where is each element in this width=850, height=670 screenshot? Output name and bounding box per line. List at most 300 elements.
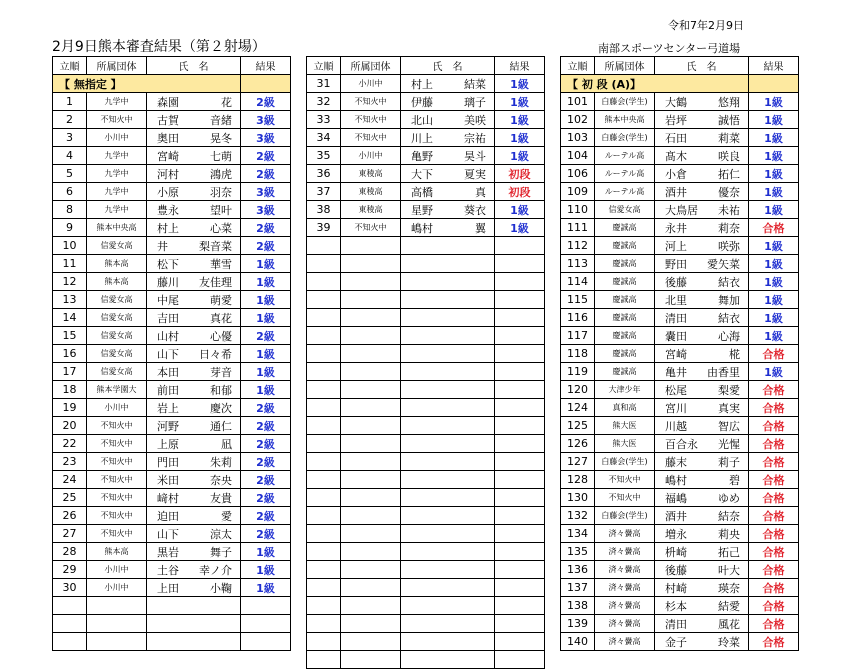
result: 3級: [241, 129, 291, 147]
result: 1級: [749, 327, 799, 345]
name-cell: [655, 597, 749, 615]
family-name: 大下: [411, 167, 433, 181]
organization: 信愛女高: [87, 363, 147, 381]
given-name: 幸ノ介: [199, 563, 232, 577]
order-number: 110: [561, 201, 595, 219]
organization: 九学中: [87, 201, 147, 219]
name-cell: [655, 201, 749, 219]
family-name: 松尾: [665, 383, 687, 397]
result: 1級: [241, 291, 291, 309]
name-cell: [655, 363, 749, 381]
empty-row: [307, 633, 545, 651]
table-row: [561, 273, 799, 291]
empty-row: [307, 651, 545, 669]
table-row: [53, 345, 291, 363]
family-name: 杉本: [665, 599, 687, 613]
family-name: 中尾: [157, 293, 179, 307]
name-cell: [147, 399, 241, 417]
given-name: 音緒: [210, 113, 232, 127]
name-cell: [655, 273, 749, 291]
table-row: [561, 291, 799, 309]
order-number: 9: [53, 219, 87, 237]
given-name: 瑛奈: [718, 581, 740, 595]
name-cell: [401, 147, 495, 165]
name-cell: [655, 399, 749, 417]
section-label: 【 初 段 (A)】: [561, 75, 749, 93]
family-name: 豊永: [157, 203, 179, 217]
family-name: 山村: [157, 329, 179, 343]
name-cell: [147, 579, 241, 597]
name-cell: [147, 111, 241, 129]
order-number: 112: [561, 237, 595, 255]
order-number: 117: [561, 327, 595, 345]
organization: 不知火中: [595, 489, 655, 507]
family-name: 﨑村: [157, 491, 179, 505]
given-name: 涼太: [210, 527, 232, 541]
organization: 小川中: [341, 75, 401, 93]
given-name: 望叶: [210, 203, 232, 217]
col-header-name: 氏 名: [401, 57, 495, 75]
family-name: 宮崎: [157, 149, 179, 163]
organization: 済々黌高: [595, 579, 655, 597]
given-name: 通仁: [210, 419, 232, 433]
result: 2級: [241, 147, 291, 165]
name-cell: [147, 543, 241, 561]
order-number: 33: [307, 111, 341, 129]
order-number: 115: [561, 291, 595, 309]
name-cell: [401, 93, 495, 111]
result: 1級: [749, 309, 799, 327]
order-number: 120: [561, 381, 595, 399]
given-name: 日々希: [199, 347, 232, 361]
order-number: 13: [53, 291, 87, 309]
result: 初段: [495, 165, 545, 183]
name-cell: [655, 129, 749, 147]
order-number: 140: [561, 633, 595, 651]
order-number: 4: [53, 147, 87, 165]
result: 2級: [241, 435, 291, 453]
given-name: 咲良: [718, 149, 740, 163]
given-name: 七萌: [210, 149, 232, 163]
name-cell: [655, 417, 749, 435]
name-cell: [655, 237, 749, 255]
table-row: [561, 111, 799, 129]
result: 合格: [749, 579, 799, 597]
given-name: 莉奈: [718, 221, 740, 235]
table-row: [307, 219, 545, 237]
family-name: 宮川: [665, 401, 687, 415]
result: 1級: [749, 255, 799, 273]
result: 1級: [495, 201, 545, 219]
result: 1級: [749, 111, 799, 129]
organization: 慶誠高: [595, 273, 655, 291]
result: 2級: [241, 399, 291, 417]
name-cell: [147, 507, 241, 525]
given-name: 和郁: [210, 383, 232, 397]
col-header-org: 所属団体: [341, 57, 401, 75]
given-name: 花: [221, 95, 232, 109]
result: 1級: [749, 363, 799, 381]
table-row: [53, 93, 291, 111]
result: 合格: [749, 345, 799, 363]
name-cell: [655, 309, 749, 327]
empty-row: [53, 633, 291, 651]
organization: 慶誠高: [595, 327, 655, 345]
given-name: 芽音: [210, 365, 232, 379]
given-name: 風花: [718, 617, 740, 631]
empty-row: [307, 489, 545, 507]
table-row: [53, 381, 291, 399]
name-cell: [655, 453, 749, 471]
order-number: 132: [561, 507, 595, 525]
organization: 熊本中央高: [595, 111, 655, 129]
given-name: 鴻虎: [210, 167, 232, 181]
name-cell: [655, 381, 749, 399]
section-row: [53, 75, 291, 93]
organization: ルーテル高: [595, 165, 655, 183]
organization: 不知火中: [595, 471, 655, 489]
given-name: 翼: [475, 221, 486, 235]
result: 1級: [749, 93, 799, 111]
given-name: 奈央: [210, 473, 232, 487]
organization: 不知火中: [87, 435, 147, 453]
given-name: 舞子: [210, 545, 232, 559]
given-name: 梨音菜: [199, 239, 232, 253]
name-cell: [147, 381, 241, 399]
result: 1級: [495, 129, 545, 147]
col-header-order: 立順: [53, 57, 87, 75]
result: 1級: [749, 201, 799, 219]
empty-row: [307, 525, 545, 543]
family-name: 本田: [157, 365, 179, 379]
organization: 小川中: [87, 399, 147, 417]
table-row: [53, 111, 291, 129]
empty-row: [307, 309, 545, 327]
order-number: 118: [561, 345, 595, 363]
family-name: 石田: [665, 131, 687, 145]
given-name: 未祐: [718, 203, 740, 217]
given-name: 莉子: [718, 455, 740, 469]
given-name: 友佳理: [199, 275, 232, 289]
order-number: 39: [307, 219, 341, 237]
empty-row: [307, 507, 545, 525]
name-cell: [401, 183, 495, 201]
given-name: 結奈: [718, 509, 740, 523]
table-row: [561, 237, 799, 255]
name-cell: [401, 75, 495, 93]
empty-row: [307, 345, 545, 363]
family-name: 河野: [157, 419, 179, 433]
organization: 不知火中: [87, 111, 147, 129]
name-cell: [147, 471, 241, 489]
empty-row: [307, 597, 545, 615]
order-number: 6: [53, 183, 87, 201]
result: 合格: [749, 435, 799, 453]
given-name: 莉央: [718, 527, 740, 541]
result: 1級: [749, 273, 799, 291]
result: 2級: [241, 525, 291, 543]
organization: 白藤会(学生): [595, 93, 655, 111]
given-name: 莉菜: [718, 131, 740, 145]
organization: 済々黌高: [595, 615, 655, 633]
name-cell: [147, 201, 241, 219]
section-filler: [749, 75, 799, 93]
page-title: 2月9日熊本審査結果（第２射場）: [52, 39, 266, 55]
result: 1級: [495, 111, 545, 129]
table-row: [53, 201, 291, 219]
table-row: [561, 345, 799, 363]
results-table-3: [560, 56, 799, 651]
result: 1級: [241, 255, 291, 273]
order-number: 124: [561, 399, 595, 417]
result: 2級: [241, 93, 291, 111]
results-table-1: [52, 56, 291, 651]
organization: 不知火中: [87, 453, 147, 471]
col-header-name: 氏 名: [147, 57, 241, 75]
col-header-name: 氏 名: [655, 57, 749, 75]
result: 合格: [749, 543, 799, 561]
table-row: [561, 129, 799, 147]
order-number: 28: [53, 543, 87, 561]
organization: 慶誠高: [595, 219, 655, 237]
table-row: [53, 273, 291, 291]
empty-row: [307, 615, 545, 633]
section-row: [561, 75, 799, 93]
table-row: [561, 435, 799, 453]
order-number: 101: [561, 93, 595, 111]
name-cell: [147, 291, 241, 309]
given-name: 智広: [718, 419, 740, 433]
table-row: [307, 129, 545, 147]
organization: 慶誠高: [595, 255, 655, 273]
table-row: [53, 435, 291, 453]
given-name: 結愛: [718, 599, 740, 613]
family-name: 小原: [157, 185, 179, 199]
name-cell: [655, 615, 749, 633]
organization: 済々黌高: [595, 561, 655, 579]
given-name: 玲菜: [718, 635, 740, 649]
table-row: [307, 165, 545, 183]
family-name: 高橋: [411, 185, 433, 199]
given-name: 光惺: [718, 437, 740, 451]
organization: 熊本高: [87, 543, 147, 561]
order-number: 20: [53, 417, 87, 435]
family-name: 川上: [411, 131, 433, 145]
empty-row: [307, 327, 545, 345]
family-name: 藤川: [157, 275, 179, 289]
section-label: 【 無指定 】: [53, 75, 241, 93]
given-name: ゆめ: [718, 491, 740, 505]
given-name: 小鞠: [210, 581, 232, 595]
family-name: 米田: [157, 473, 179, 487]
order-number: 26: [53, 507, 87, 525]
name-cell: [147, 165, 241, 183]
organization: 慶誠高: [595, 345, 655, 363]
table-row: [561, 507, 799, 525]
family-name: 村崎: [665, 581, 687, 595]
result: 合格: [749, 417, 799, 435]
family-name: 川越: [665, 419, 687, 433]
table-row: [561, 147, 799, 165]
family-name: 松下: [157, 257, 179, 271]
table-row: [561, 417, 799, 435]
organization: 信愛女高: [87, 327, 147, 345]
result: 1級: [241, 273, 291, 291]
given-name: 萌愛: [210, 293, 232, 307]
col-header-org: 所属団体: [87, 57, 147, 75]
order-number: 30: [53, 579, 87, 597]
result: 合格: [749, 381, 799, 399]
table-row: [53, 255, 291, 273]
family-name: 清田: [665, 311, 687, 325]
order-number: 130: [561, 489, 595, 507]
family-name: 亀井: [665, 365, 687, 379]
result: 1級: [749, 291, 799, 309]
given-name: 愛: [221, 509, 232, 523]
given-name: 結衣: [718, 275, 740, 289]
name-cell: [147, 219, 241, 237]
order-number: 113: [561, 255, 595, 273]
organization: 九学中: [87, 93, 147, 111]
table-row: [307, 93, 545, 111]
given-name: 拓仁: [718, 167, 740, 181]
name-cell: [655, 489, 749, 507]
organization: 不知火中: [87, 471, 147, 489]
given-name: 碧: [729, 473, 740, 487]
family-name: 吉田: [157, 311, 179, 325]
order-number: 116: [561, 309, 595, 327]
col-header-result: 結果: [495, 57, 545, 75]
family-name: 上原: [157, 437, 179, 451]
order-number: 14: [53, 309, 87, 327]
order-number: 119: [561, 363, 595, 381]
col-header-result: 結果: [749, 57, 799, 75]
family-name: 後藤: [665, 275, 687, 289]
given-name: 椛: [729, 347, 740, 361]
result: 合格: [749, 489, 799, 507]
table-row: [561, 201, 799, 219]
organization: 小川中: [87, 129, 147, 147]
table-row: [561, 543, 799, 561]
family-name: 前田: [157, 383, 179, 397]
order-number: 25: [53, 489, 87, 507]
family-name: 森園: [157, 95, 179, 109]
name-cell: [147, 453, 241, 471]
table-row: [53, 471, 291, 489]
venue-name: 南部スポーツセンター弓道場: [598, 42, 741, 55]
name-cell: [655, 219, 749, 237]
family-name: 増永: [665, 527, 687, 541]
order-number: 27: [53, 525, 87, 543]
result: 初段: [495, 183, 545, 201]
name-cell: [655, 165, 749, 183]
result: 2級: [241, 327, 291, 345]
name-cell: [655, 543, 749, 561]
result: 2級: [241, 453, 291, 471]
name-cell: [655, 327, 749, 345]
given-name: 華雪: [210, 257, 232, 271]
table-row: [53, 579, 291, 597]
table-row: [53, 237, 291, 255]
name-cell: [655, 291, 749, 309]
family-name: 黒岩: [157, 545, 179, 559]
organization: 慶誠高: [595, 363, 655, 381]
table-row: [53, 183, 291, 201]
organization: 不知火中: [341, 93, 401, 111]
organization: 慶誠高: [595, 237, 655, 255]
family-name: 山下: [157, 527, 179, 541]
order-number: 139: [561, 615, 595, 633]
family-name: 永井: [665, 221, 687, 235]
organization: 九学中: [87, 147, 147, 165]
result: 2級: [241, 489, 291, 507]
table-row: [561, 363, 799, 381]
name-cell: [655, 435, 749, 453]
order-number: 104: [561, 147, 595, 165]
given-name: 慶次: [210, 401, 232, 415]
table-row: [53, 291, 291, 309]
table-row: [561, 219, 799, 237]
family-name: 小倉: [665, 167, 687, 181]
order-number: 5: [53, 165, 87, 183]
order-number: 22: [53, 435, 87, 453]
organization: 済々黌高: [595, 543, 655, 561]
family-name: 土谷: [157, 563, 179, 577]
organization: 信愛女高: [87, 309, 147, 327]
family-name: 大鶴: [665, 95, 687, 109]
table-row: [53, 525, 291, 543]
organization: 信愛女高: [87, 345, 147, 363]
name-cell: [655, 255, 749, 273]
order-number: 31: [307, 75, 341, 93]
family-name: 髙木: [665, 149, 687, 163]
result: 1級: [241, 309, 291, 327]
result: 2級: [241, 165, 291, 183]
family-name: 百合永: [665, 437, 698, 451]
table-row: [53, 399, 291, 417]
given-name: 愛矢菜: [707, 257, 740, 271]
given-name: 友貴: [210, 491, 232, 505]
order-number: 15: [53, 327, 87, 345]
organization: 東稜高: [341, 165, 401, 183]
organization: 真和高: [595, 399, 655, 417]
organization: 慶誠高: [595, 309, 655, 327]
name-cell: [655, 561, 749, 579]
family-name: 嶋村: [411, 221, 433, 235]
empty-row: [307, 453, 545, 471]
name-cell: [147, 273, 241, 291]
name-cell: [147, 363, 241, 381]
result: 合格: [749, 219, 799, 237]
order-number: 114: [561, 273, 595, 291]
order-number: 29: [53, 561, 87, 579]
organization: 熊本学園大: [87, 381, 147, 399]
order-number: 35: [307, 147, 341, 165]
empty-row: [307, 471, 545, 489]
empty-row: [307, 363, 545, 381]
family-name: 井: [157, 239, 168, 253]
name-cell: [147, 327, 241, 345]
result: 1級: [749, 165, 799, 183]
given-name: 梨愛: [718, 383, 740, 397]
col-header-order: 立順: [561, 57, 595, 75]
organization: 済々黌高: [595, 525, 655, 543]
result: 1級: [749, 147, 799, 165]
table-row: [561, 165, 799, 183]
order-number: 16: [53, 345, 87, 363]
table-row: [53, 219, 291, 237]
family-name: 村上: [411, 77, 433, 91]
